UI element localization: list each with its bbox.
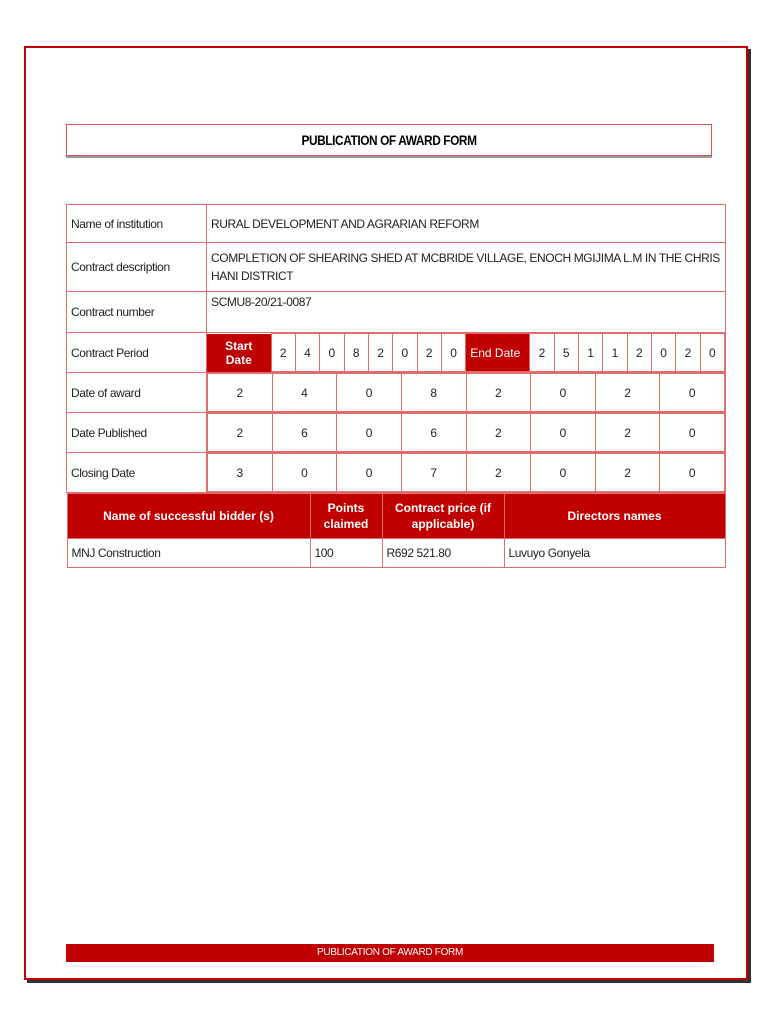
published-digit: 0 — [337, 414, 402, 452]
published-digit: 6 — [272, 414, 337, 452]
closing-digit: 7 — [401, 454, 466, 492]
published-digit: 2 — [466, 414, 531, 452]
points-cell: 100 — [310, 539, 382, 568]
form-title-box — [66, 124, 712, 156]
award-row — [67, 373, 726, 413]
published-row — [67, 413, 726, 453]
published-digit: 2 — [595, 414, 660, 452]
period-grid — [207, 333, 725, 372]
closing-digit: 0 — [272, 454, 337, 492]
end-digit: 0 — [651, 334, 675, 372]
institution-label: Name of institution — [67, 205, 207, 243]
award-digit: 0 — [531, 374, 596, 412]
award-digit: 2 — [208, 374, 273, 412]
closing-digit: 3 — [208, 454, 273, 492]
published-digit: 6 — [401, 414, 466, 452]
description-row — [67, 243, 726, 292]
award-grid — [207, 373, 725, 412]
award-digit: 2 — [466, 374, 531, 412]
table-row — [67, 539, 725, 568]
published-digit: 0 — [531, 414, 596, 452]
award-digit: 0 — [337, 374, 402, 412]
bidder-name-cell: MNJ Construction — [67, 539, 310, 568]
closing-digit: 2 — [595, 454, 660, 492]
closing-grid — [207, 453, 725, 492]
document-page — [24, 46, 748, 980]
end-digit: 1 — [578, 334, 602, 372]
bidders-table — [67, 493, 726, 568]
bidder-name-header: Name of successful bidder (s) — [67, 494, 310, 539]
award-label: Date of award — [67, 373, 207, 413]
start-digit: 0 — [393, 334, 417, 372]
period-row — [67, 333, 726, 373]
closing-digit: 0 — [531, 454, 596, 492]
end-digit: 1 — [603, 334, 627, 372]
description-value: COMPLETION OF SHEARING SHED AT MCBRIDE VILLAGE, ENOCH MGIJIMA L.M IN THE CHRIS HANI DISTRICT — [207, 243, 726, 292]
closing-digit: 2 — [466, 454, 531, 492]
award-digit: 2 — [595, 374, 660, 412]
price-header: Contract price (if applicable) — [382, 494, 504, 539]
points-header: Points claimed — [310, 494, 382, 539]
bidders-header-row — [67, 494, 725, 539]
end-digit: 2 — [530, 334, 554, 372]
form-title: PUBLICATION OF AWARD FORM — [301, 132, 477, 148]
price-cell: R692 521.80 — [382, 539, 504, 568]
end-digit: 2 — [676, 334, 700, 372]
closing-digit: 0 — [660, 454, 725, 492]
award-form-table — [66, 204, 726, 568]
closing-label: Closing Date — [67, 453, 207, 493]
bidders-section — [67, 493, 726, 569]
end-digit: 0 — [700, 334, 724, 372]
award-digit: 8 — [401, 374, 466, 412]
start-digit: 8 — [344, 334, 368, 372]
published-digit: 0 — [660, 414, 725, 452]
published-grid — [207, 413, 725, 452]
published-digit: 2 — [208, 414, 273, 452]
start-digit: 0 — [320, 334, 344, 372]
start-digit: 2 — [368, 334, 392, 372]
award-digit: 4 — [272, 374, 337, 412]
institution-value: RURAL DEVELOPMENT AND AGRARIAN REFORM — [207, 205, 726, 243]
start-digit: 2 — [417, 334, 441, 372]
number-label: Contract number — [67, 292, 207, 333]
closing-row — [67, 453, 726, 493]
number-row — [67, 292, 726, 333]
directors-cell: Luvuyo Gonyela — [504, 539, 725, 568]
end-digit: 2 — [627, 334, 651, 372]
page-footer: PUBLICATION OF AWARD FORM — [66, 944, 714, 962]
start-date-label: Start Date — [207, 334, 271, 372]
directors-header: Directors names — [504, 494, 725, 539]
period-label: Contract Period — [67, 333, 207, 373]
closing-digit: 0 — [337, 454, 402, 492]
start-digit: 2 — [271, 334, 295, 372]
published-label: Date Published — [67, 413, 207, 453]
institution-row — [67, 205, 726, 243]
end-date-label: End Date — [466, 334, 530, 372]
start-digit: 4 — [295, 334, 319, 372]
award-digit: 0 — [660, 374, 725, 412]
description-label: Contract description — [67, 243, 207, 292]
start-digit: 0 — [441, 334, 465, 372]
number-value: SCMU8-20/21-0087 — [207, 292, 726, 333]
end-digit: 5 — [554, 334, 578, 372]
